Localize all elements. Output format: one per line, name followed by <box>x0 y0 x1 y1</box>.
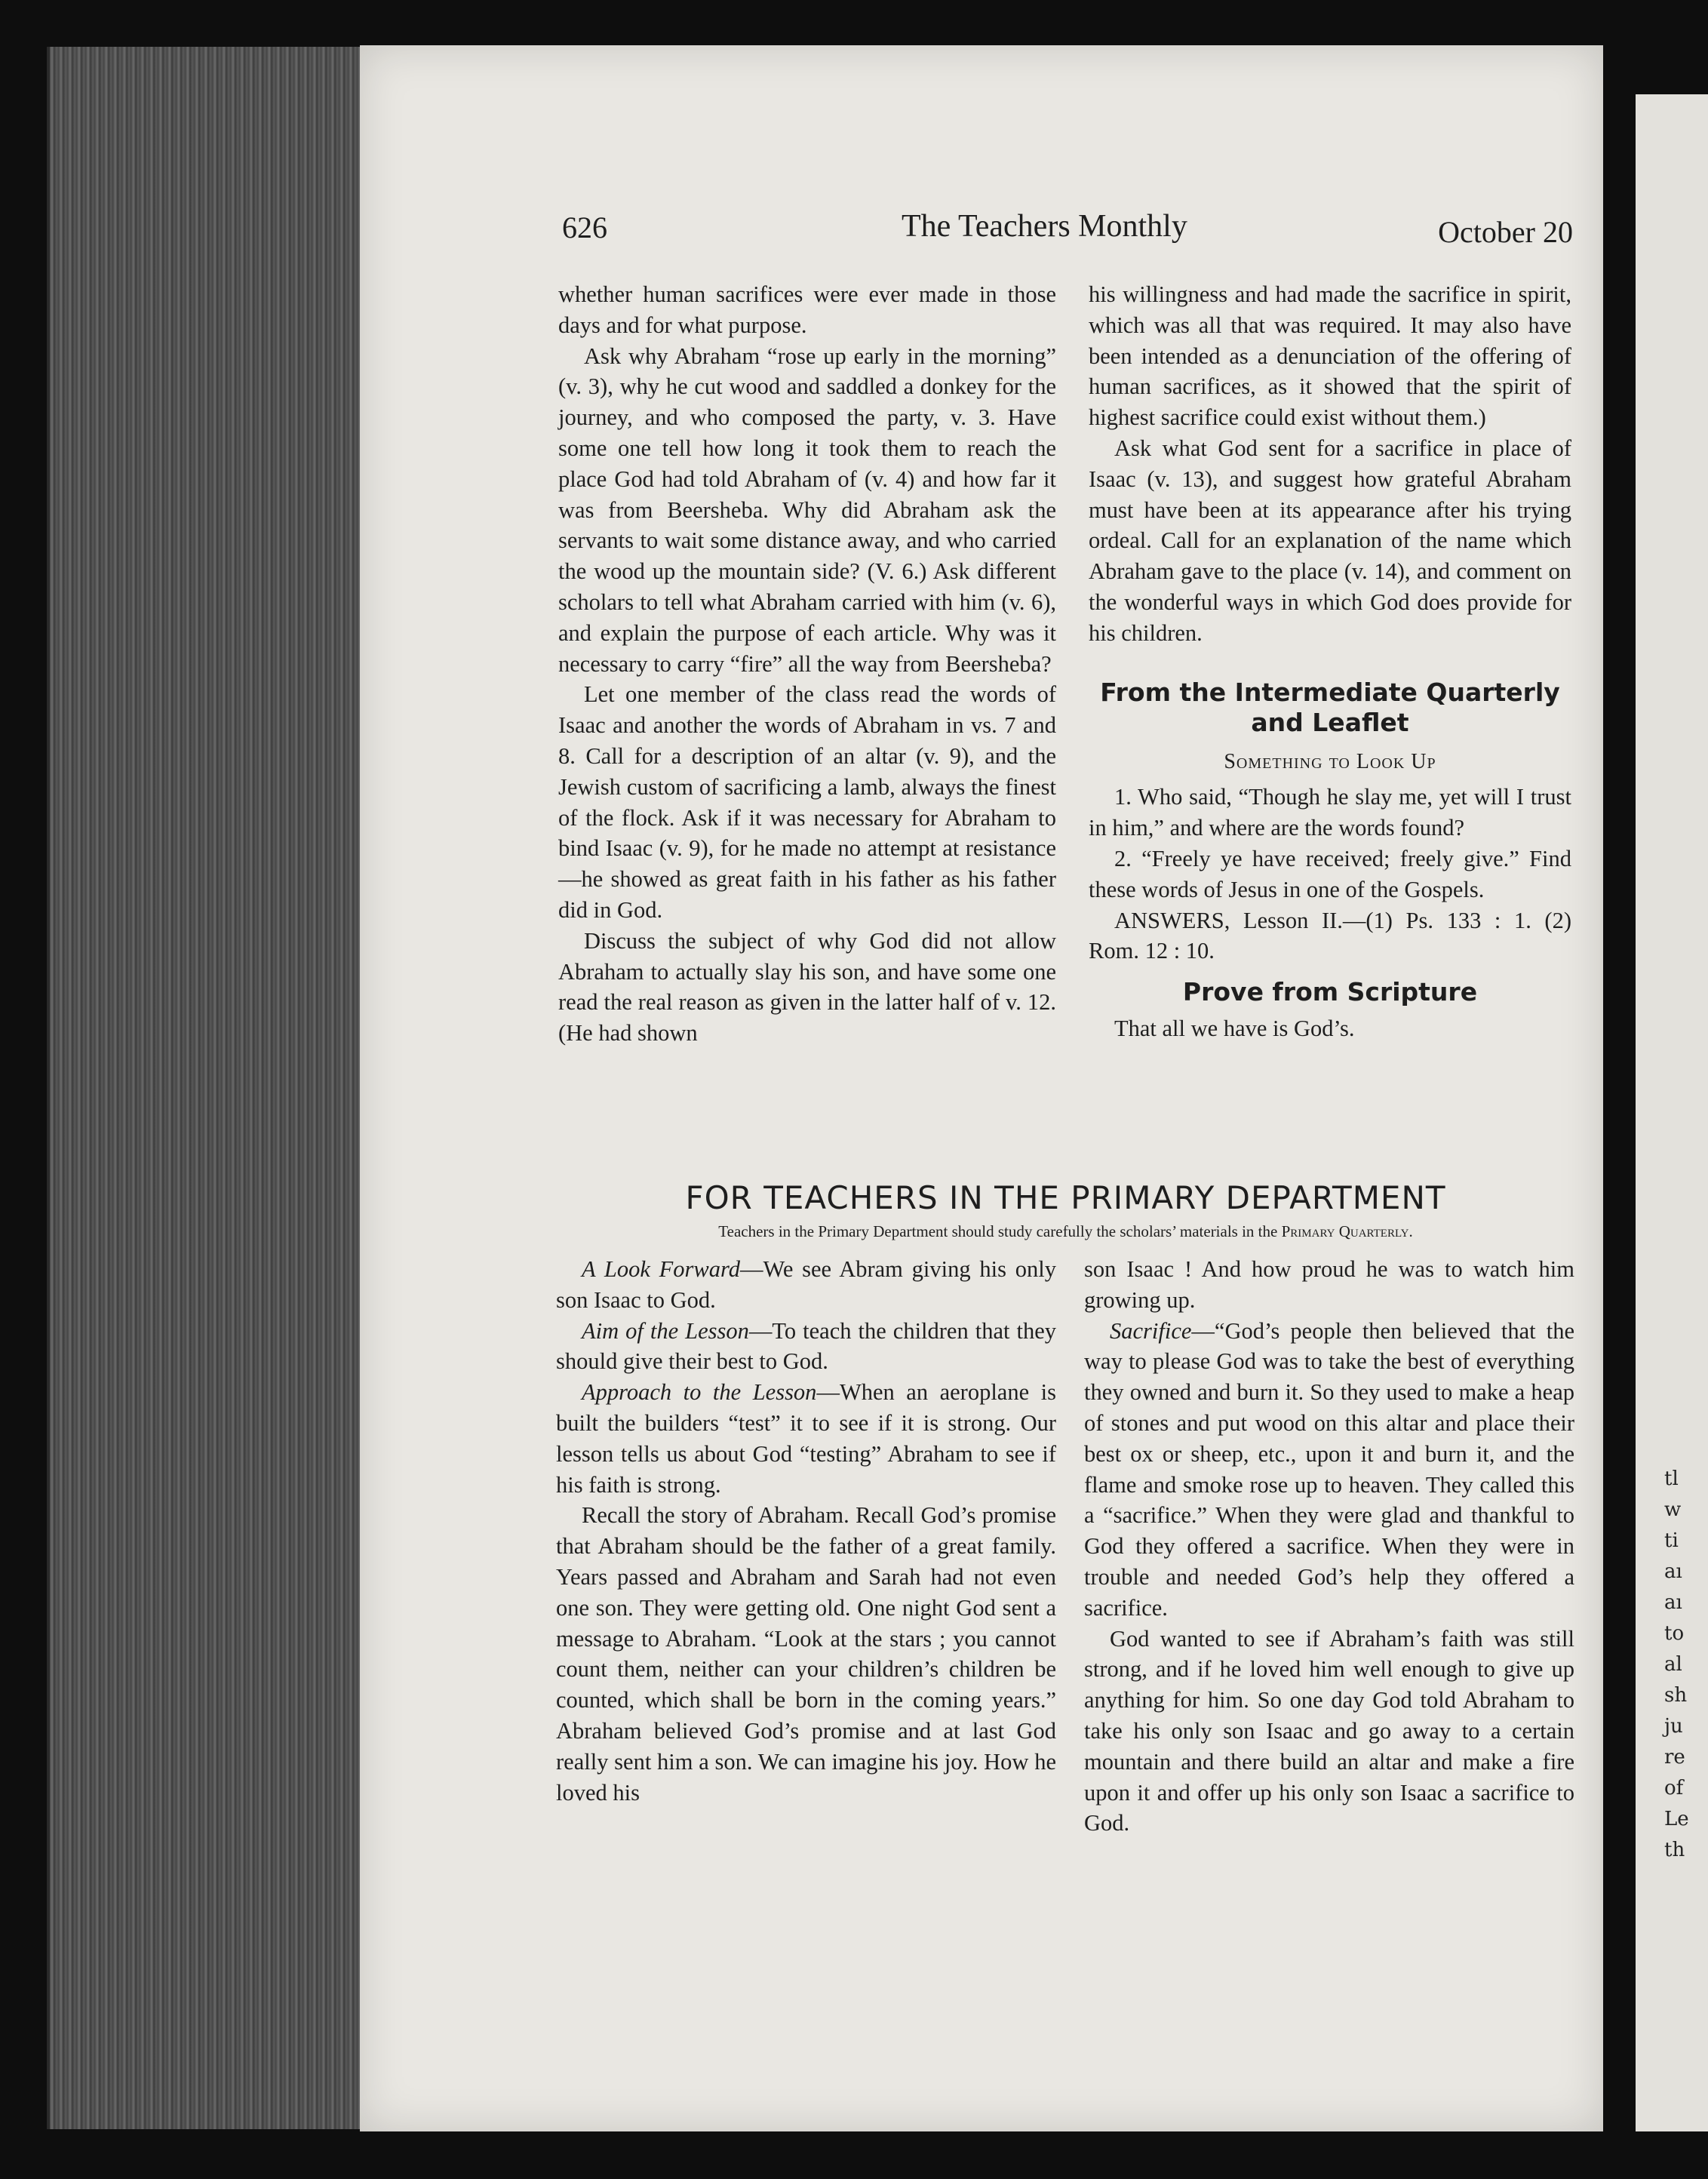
section-heading: Prove from Scripture <box>1182 977 1478 1007</box>
fragment-text: aı <box>1664 1591 1682 1614</box>
lead-text: —When an aeroplane is built the builders “test” it to see if it is strong. Our lesson tells us about God “testing” Abraham to see if his faith is strong. <box>556 1379 1056 1498</box>
question-2: 2. “Freely ye have received; freely give.” Find these words of Jesus in one of the Gospels. <box>1089 845 1571 902</box>
paragraph: That all we have is God’s. <box>1114 1016 1355 1042</box>
lead-label: Approach to the Lesson <box>582 1379 817 1406</box>
lead-label: Sacrifice <box>1110 1317 1192 1344</box>
adjacent-page-fragment <box>1636 94 1708 2131</box>
fragment-text: aı <box>1664 1560 1682 1583</box>
section-heading: From the Intermediate Quarterly and Leaflet <box>1100 677 1560 737</box>
fragment-text: w <box>1664 1498 1682 1521</box>
lead-label: A Look Forward <box>582 1256 740 1282</box>
column-right-bottom <box>1084 1254 1574 1839</box>
note-title: Primary Quarterly <box>1281 1222 1409 1240</box>
fragment-text: ju <box>1664 1715 1683 1738</box>
paragraph <box>556 1254 1056 1316</box>
note-text: Teachers in the Primary Department should study carefully the scholars’ materials in the <box>718 1222 1282 1240</box>
issue-date: October 20 <box>1438 215 1573 249</box>
fragment-text: ti <box>1664 1529 1679 1552</box>
column-left-bottom <box>556 1254 1056 1808</box>
lead-text: —“God’s people then believed that the way to please God was to take the best of everything they owned and burn it. So they used to make a heap of stones and put wood on this altar and place their best ox or sheep, etc., upon it and burn it, and the flame and smoke rose up to heaven. They called this a “sacrifice.” When they were glad and thankful to God they offered a sacrifice. When they were in trouble and needed God’s help they offered a sacrifice. <box>1084 1317 1574 1621</box>
fragment-text: sh <box>1664 1684 1688 1707</box>
fragment-text: Le <box>1664 1808 1689 1830</box>
fragment-text: al <box>1664 1653 1682 1676</box>
lead-text: —To teach the children that they should give their best to God. <box>556 1317 1056 1375</box>
lead-text: —We see Abram giving his only son Isaac to God. <box>556 1256 1056 1313</box>
paragraph: Discuss the subject of why God did not allow Abraham to actually slay his son, and have some one read the real reason as given in the latter half of v. 12. (He had shown <box>558 927 1056 1046</box>
column-right-top <box>1089 279 1571 1044</box>
paragraph: Ask what God sent for a sacrifice in place of Isaac (v. 13), and suggest how grateful Abraham must have been at its appearance after his trying ordeal. Call for an explanation of the name which Abraham gave to the place (v. 14), and comment on the wonderful ways in which God does provide for his children. <box>1089 435 1571 646</box>
fragment-text: tl <box>1664 1468 1679 1490</box>
journal-title: The Teachers Monthly <box>902 209 1187 244</box>
fragment-text: th <box>1664 1839 1685 1861</box>
answers: ANSWERS, Lesson II.—(1) Ps. 133 : 1. (2) Rom. 12 : 10. <box>1089 907 1571 964</box>
note-text: . <box>1408 1222 1413 1240</box>
paragraph: God wanted to see if Abraham’s faith was still strong, and if he loved him well enough to give up anything for him. So one day God told Abraham to take his only son Isaac and go away to a certain mountain and there build an altar and make a fire upon it and offer up his only son Isaac a sacrifice to God. <box>1084 1625 1574 1836</box>
page-number: 626 <box>562 211 607 244</box>
banner-note <box>558 1222 1573 1241</box>
paragraph: Recall the story of Abraham. Recall God’s promise that Abraham should be the father of a great family. Years passed and Abraham and Sarah had not even one son. They were getting old. One night God sent a message to Abraham. “Look at the stars ; you cannot count them, neither can your children’s children be counted, which shall be born in the coming years.” Abraham believed God’s promise and at last God really sent him a son. We can imagine his joy. How he loved his <box>556 1502 1056 1806</box>
book-page-edges <box>47 47 363 2129</box>
fragment-text: to <box>1664 1622 1685 1645</box>
paragraph: Ask why Abraham “rose up early in the morning” (v. 3), why he cut wood and saddled a donkey for the journey, and who composed the party, v. 3. Have some one tell how long it took them to reach the place God had told Abraham of (v. 4) and how far it was from Beersheba. Why did Abraham ask the servants to wait some distance away, and who carried the wood up the mountain side? (V. 6.) Ask different scholars to tell what Abraham carried with him (v. 6), and explain the purpose of each article. Why was it necessary to carry “fire” all the way from Beersheba? <box>558 343 1056 677</box>
lead-label: Aim of the Lesson <box>582 1317 749 1344</box>
question-1: 1. Who said, “Though he slay me, yet will I trust in him,” and where are the words found? <box>1089 784 1571 841</box>
paragraph <box>1084 1316 1574 1624</box>
fragment-text: of <box>1664 1777 1684 1799</box>
paragraph: son Isaac ! And how proud he was to watch him growing up. <box>1084 1256 1574 1313</box>
fragment-text: re <box>1664 1746 1685 1769</box>
paragraph: Let one member of the class read the words of Isaac and another the words of Abraham in vs. 7 and 8. Call for a description of an altar (v. 9), and the Jewish custom of sacrificing a lamb, always the finest of the flock. Ask if it was necessary for Abraham to bind Isaac (v. 9), for he made no attempt at resistance—he showed as great faith in his father as his father did in God. <box>558 681 1056 923</box>
running-header <box>562 210 1573 255</box>
section-banner: FOR TEACHERS IN THE PRIMARY DEPARTMENT <box>685 1179 1446 1216</box>
paragraph <box>556 1316 1056 1378</box>
paragraph: whether human sacrifices were ever made in those days and for what purpose. <box>558 281 1056 338</box>
paragraph: his willingness and had made the sacrifice in spirit, which was all that was required. It may also have been intended as a denunciation of the offering of human sacrifices, as it showed that the spirit of highest sacrifice could exist without them.) <box>1089 281 1571 431</box>
section-subheading: Something to Look Up <box>1224 749 1436 773</box>
column-left-top <box>558 279 1056 1049</box>
paragraph <box>556 1377 1056 1500</box>
